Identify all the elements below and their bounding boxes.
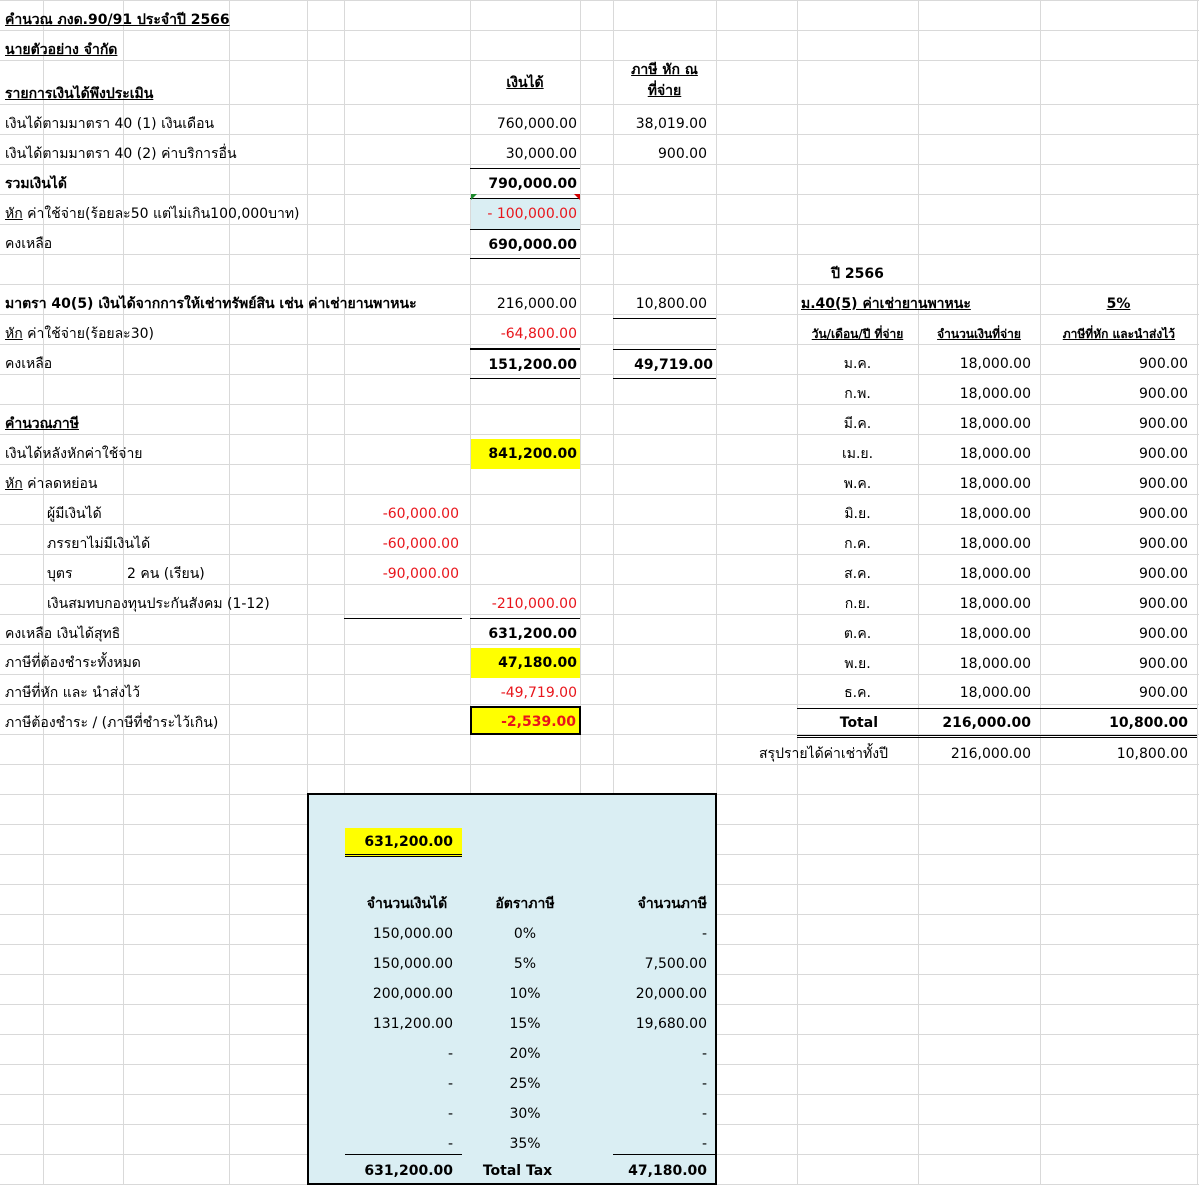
bracket-tax-rule [613,1154,716,1155]
rent-month[interactable]: มี.ค. [843,416,872,432]
bracket-rate[interactable]: 35% [509,1136,541,1152]
bracket-income-rule [345,1154,462,1155]
rent-col-tax[interactable]: ภาษีที่หัก และนำส่งไว้ [1062,327,1175,341]
bracket-income[interactable]: 150,000.00 [372,956,453,972]
gridline [0,0,1199,1]
sso-underline [344,589,462,619]
rent-month[interactable]: ก.ย. [844,596,871,612]
rent-month-amount[interactable]: 18,000.00 [959,446,1031,462]
bracket-income[interactable]: - [447,1076,453,1092]
bracket-income[interactable]: - [447,1136,453,1152]
calc-title[interactable]: คำนวณภาษี [5,416,79,432]
remain1-label[interactable]: คงเหลือ [5,236,53,252]
bracket-income[interactable]: - [447,1046,453,1062]
rent-month-amount[interactable]: 18,000.00 [959,536,1031,552]
deduct-text: ค่าใช้จ่าย(ร้อยละ50 แต่ไม่เกิน100,000บาท) [22,206,300,222]
allowance-label[interactable] [2,469,342,499]
salary-income[interactable]: 760,000.00 [496,116,577,132]
self-allowance-value[interactable]: -60,000.00 [382,506,459,522]
rent-month-tax[interactable]: 900.00 [1139,566,1188,582]
rent-income-label[interactable]: มาตรา 40(5) เงินได้จากการให้เช่าทรัพย์สิน เช่น ค่าเช่ายานพาหนะ [5,296,417,312]
payable-label[interactable]: ภาษีต้องชำระ / (ภาษีที่ชำระไว้เกิน) [5,715,219,731]
rent-table-title[interactable]: ม.40(5) ค่าเช่ายานพาหนะ [801,296,971,312]
remain2-label[interactable]: คงเหลือ [5,356,53,372]
error-indicator [471,194,477,200]
gridline [1197,0,1198,1185]
bracket-col-tax[interactable]: จำนวนภาษี [637,896,707,912]
rent-table-year[interactable]: ปี 2566 [831,266,884,282]
rent-month[interactable]: ก.พ. [844,386,871,402]
rent-summary-amount[interactable]: 216,000.00 [950,746,1031,762]
remain1-value[interactable]: 690,000.00 [470,229,580,259]
rent-month-tax[interactable]: 900.00 [1139,536,1188,552]
bracket-col-income[interactable]: จำนวนเงินได้ [366,896,448,912]
total-income-label[interactable]: รวมเงินได้ [5,176,67,192]
bracket-income[interactable]: 150,000.00 [372,926,453,942]
rent-month[interactable]: ต.ค. [843,626,872,642]
rent-month-tax[interactable]: 900.00 [1139,416,1188,432]
deduct-prefix: หัก [5,206,23,222]
rent-total-amount[interactable]: 216,000.00 [942,715,1031,731]
rent-deduct-value[interactable]: -64,800.00 [470,319,580,349]
rent-month-tax[interactable]: 900.00 [1139,386,1188,402]
wht-column-header-2[interactable]: ที่จ่าย [647,83,682,99]
rent-month[interactable]: พ.ย. [844,656,871,672]
rent-month-amount[interactable]: 18,000.00 [959,356,1031,372]
bracket-total-income[interactable]: 631,200.00 [364,1163,453,1179]
rent-deduct-prefix: หัก [5,326,23,342]
withheld-value[interactable]: -49,719.00 [500,685,577,701]
rent-col-date[interactable]: วัน/เดือน/ปี ที่จ่าย [811,327,904,341]
rent-wht-value[interactable]: 10,800.00 [613,289,716,319]
bracket-tax[interactable]: 19,680.00 [635,1016,707,1032]
wht-column-header-1[interactable]: ภาษี หัก ณ [631,62,698,78]
rent-summary-tax[interactable]: 10,800.00 [1116,746,1188,762]
sso-value[interactable]: -210,000.00 [470,589,580,619]
child-count[interactable]: 2 คน (เรียน) [127,566,205,582]
bracket-tax[interactable]: - [701,1076,707,1092]
bracket-income[interactable]: 200,000.00 [372,986,453,1002]
rent-month-tax[interactable]: 900.00 [1139,656,1188,672]
allowance-text: ค่าลดหย่อน [22,476,98,492]
tax-due-value[interactable]: 47,180.00 [471,648,580,678]
rent-month-amount[interactable]: 18,000.00 [959,416,1031,432]
net-income-label[interactable]: คงเหลือ เงินได้สุทธิ [5,626,121,642]
bracket-tax[interactable]: - [701,1136,707,1152]
rent-month-amount[interactable]: 18,000.00 [959,685,1031,701]
rent-month[interactable]: ก.ค. [844,536,871,552]
bracket-rate[interactable]: 10% [509,986,541,1002]
service-label[interactable]: เงินได้ตามมาตรา 40 (2) ค่าบริการอื่น [5,146,237,162]
bracket-tax[interactable]: - [701,1046,707,1062]
bracket-tax[interactable]: - [701,1106,707,1122]
bracket-rate[interactable]: 5% [513,956,537,972]
rent-month-tax[interactable]: 900.00 [1139,356,1188,372]
rent-total-label[interactable]: Total [839,715,878,731]
withheld-label[interactable]: ภาษีที่หัก และ นำส่งไว้ [5,685,140,701]
rent-month-tax[interactable]: 900.00 [1139,506,1188,522]
rent-month-amount[interactable]: 18,000.00 [959,566,1031,582]
rent-month[interactable]: พ.ค. [843,476,872,492]
rent-month-tax[interactable]: 900.00 [1139,685,1188,701]
rent-total-tax[interactable]: 10,800.00 [1109,715,1188,731]
bracket-total-tax[interactable]: 47,180.00 [628,1163,707,1179]
spouse-allowance-label[interactable]: ภรรยาไม่มีเงินได้ [47,536,151,552]
rent-summary-label[interactable]: สรุปรายได้ค่าเช่าทั้งปี [759,746,888,762]
after-expense-label[interactable]: เงินได้หลังหักค่าใช้จ่าย [5,446,143,462]
bracket-rate[interactable]: 20% [509,1046,541,1062]
rent-month-tax[interactable]: 900.00 [1139,476,1188,492]
rent-month-amount[interactable]: 18,000.00 [959,476,1031,492]
bracket-tax[interactable]: 20,000.00 [635,986,707,1002]
rent-month-amount[interactable]: 18,000.00 [959,596,1031,612]
rent-month-amount[interactable]: 18,000.00 [959,386,1031,402]
sso-label[interactable]: เงินสมทบกองทุนประกันสังคม (1-12) [47,596,270,612]
payable-value[interactable]: -2,539.00 [470,706,581,735]
after-expense-value[interactable]: 841,200.00 [471,439,580,469]
service-income[interactable]: 30,000.00 [470,139,580,169]
section-income-title[interactable]: รายการเงินได้พึงประเมิน [5,86,154,102]
total-income-value[interactable]: 790,000.00 [470,169,580,199]
salary-label[interactable]: เงินได้ตามมาตรา 40 (1) เงินเดือน [5,116,215,132]
allowance-prefix: หัก [5,476,23,492]
income-column-header[interactable]: เงินได้ [506,75,544,91]
bracket-rate[interactable]: 25% [509,1076,541,1092]
bracket-col-rate[interactable]: อัตราภาษี [495,896,555,912]
bracket-tax[interactable]: 7,500.00 [644,956,707,972]
rent-month-amount[interactable]: 18,000.00 [959,656,1031,672]
rent-col-amount[interactable]: จำนวนเงินที่จ่าย [937,327,1021,341]
rent-month[interactable]: ธ.ค. [844,685,871,701]
total-wht-value[interactable]: 49,719.00 [613,349,716,379]
rent-table-rate[interactable]: 5% [1106,296,1131,312]
rent-month-tax[interactable]: 900.00 [1139,446,1188,462]
rent-month[interactable]: ส.ค. [844,566,871,582]
child-allowance-value[interactable]: -90,000.00 [382,566,459,582]
bracket-total-label[interactable]: Total Tax [482,1163,553,1179]
bracket-income[interactable]: - [447,1106,453,1122]
rent-month-amount[interactable]: 18,000.00 [959,626,1031,642]
comment-indicator [574,194,580,200]
rent-income-value[interactable]: 216,000.00 [496,296,577,312]
tax-due-label[interactable]: ภาษีที่ต้องชำระทั้งหมด [5,655,141,671]
bracket-net-income[interactable]: 631,200.00 [345,828,462,857]
rent-month[interactable]: เม.ย. [841,446,874,462]
rent-month[interactable]: ม.ค. [843,356,872,372]
bracket-rate[interactable]: 15% [509,1016,541,1032]
deduct-expense-value[interactable]: - 100,000.00 [471,199,580,229]
spouse-allowance-value[interactable]: -60,000.00 [382,536,459,552]
sheet-title[interactable]: คำนวณ ภงด.90/91 ประจำปี 2566 [5,12,230,28]
bracket-rate[interactable]: 30% [509,1106,541,1122]
rent-deduct-label[interactable] [2,319,467,349]
remain2-value[interactable]: 151,200.00 [470,349,580,379]
rent-month[interactable]: มิ.ย. [844,506,871,522]
deduct-expense-label[interactable] [2,199,467,229]
gridline [0,284,1199,285]
bracket-tax[interactable]: - [701,926,707,942]
bracket-income[interactable]: 131,200.00 [372,1016,453,1032]
rent-month-amount[interactable]: 18,000.00 [959,506,1031,522]
bracket-rate[interactable]: 0% [513,926,537,942]
net-income-value[interactable]: 631,200.00 [488,626,577,642]
self-allowance-label[interactable]: ผู้มีเงินได้ [47,506,102,522]
salary-wht[interactable]: 38,019.00 [635,116,707,132]
rent-month-tax[interactable]: 900.00 [1139,596,1188,612]
rent-month-tax[interactable]: 900.00 [1139,626,1188,642]
company-name[interactable]: นายตัวอย่าง จำกัด [5,42,118,58]
child-allowance-label[interactable]: บุตร [47,566,73,582]
service-wht[interactable]: 900.00 [658,146,707,162]
rent-deduct-text: ค่าใช้จ่าย(ร้อยละ30) [22,326,154,342]
